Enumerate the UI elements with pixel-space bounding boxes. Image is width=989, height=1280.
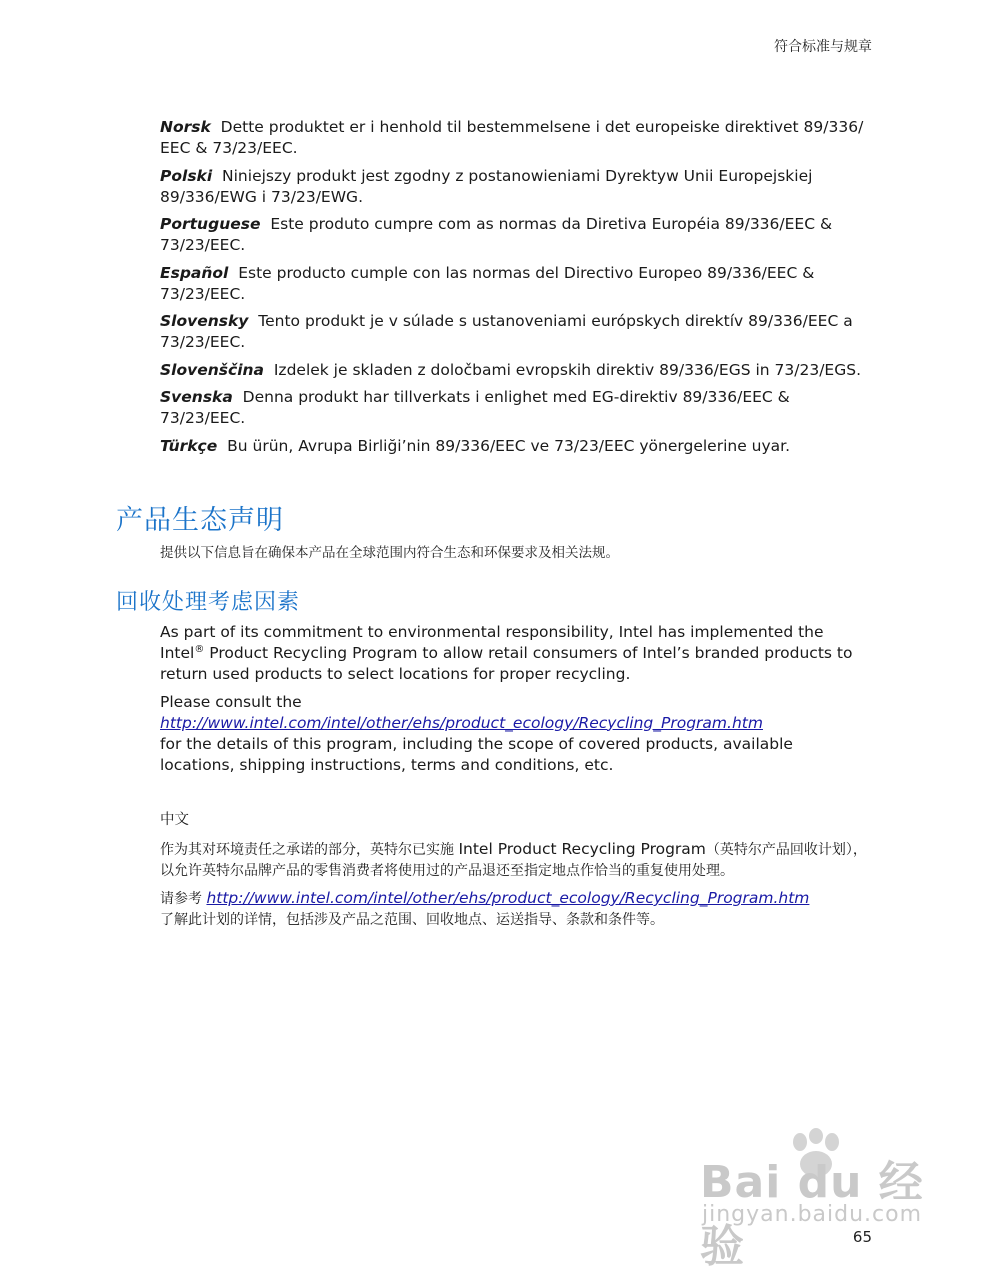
lang-entry-slovensky <box>160 311 872 353</box>
lang-name: Polski <box>160 166 213 185</box>
chinese-p2-text-a: 请参考 <box>160 891 207 907</box>
lang-text: Tento produkt je v súlade s ustanoveniami európskych direktív 89/336/EEC a 73/23/EEC. <box>160 312 853 351</box>
lang-name: Svenska <box>160 388 233 406</box>
lang-text: Denna produkt har tillverkats i enlighet med EG-direktiv 89/336/EEC & 73/23/EEC. <box>160 388 790 427</box>
ecology-intro: 提供以下信息旨在确保本产品在全球范围内符合生态和环保要求及相关法规。 <box>160 545 619 561</box>
chinese-p1-text-a: 作为其对环境责任之承诺的部分，英特尔已实施 <box>160 842 459 858</box>
lang-name: Norsk <box>160 118 211 136</box>
chinese-p1-text-b: （英特尔产品回收计划），以允许英特尔品牌产品的零售消费者将使用过的产品退还至指定地点作恰当的重复使用处理。 <box>160 842 867 879</box>
lang-entry-norsk <box>160 117 872 159</box>
chinese-section <box>160 808 872 937</box>
chinese-p1-program-name: Intel Product Recycling Program <box>458 840 706 858</box>
language-compliance-list <box>160 117 872 463</box>
lang-name: Español <box>160 263 229 282</box>
lang-name: Slovenščina <box>160 360 264 379</box>
baidu-watermark <box>700 1128 930 1272</box>
lang-text: Este produto cumpre com as normas da Diretiva Européia 89/336/EEC & 73/23/EEC. <box>160 215 833 254</box>
ecology-heading: 产品生态声明 <box>116 505 284 536</box>
recycling-paragraph-1 <box>160 622 872 685</box>
page-number: 65 <box>852 1228 872 1246</box>
lang-text: Bu ürün, Avrupa Birliği’nin 89/336/EEC ve 73/23/EEC yönergelerine uyar. <box>227 436 791 455</box>
recycling-p2-text-b: for the details of this program, including the scope of covered products, available locations, shipping instructions, terms and conditions, etc. <box>160 734 793 774</box>
lang-name: Slovensky <box>160 312 249 330</box>
chinese-recycling-link[interactable]: http://www.intel.com/intel/other/ehs/product_ecology/Recycling_Program.htm <box>206 889 810 907</box>
lang-entry-svenska <box>160 387 872 429</box>
lang-text: Niniejszy produkt jest zgodny z postanowieniami Dyrektyw Unii Europejskiej 89/336/EWG i 73/23/EWG. <box>160 166 813 206</box>
chinese-section-title: 中文 <box>160 812 189 828</box>
chinese-paragraph-2 <box>160 888 872 930</box>
recycling-heading: 回收处理考虑因素 <box>116 590 301 615</box>
lang-entry-polski <box>160 166 872 208</box>
running-header: 符合标准与规章 <box>774 39 872 55</box>
lang-text: Este producto cumple con las normas del Directivo Europeo 89/336/EEC & 73/23/EEC. <box>160 263 815 303</box>
chinese-paragraph-1 <box>160 839 872 881</box>
watermark-logo: Bai du 经验 <box>700 1157 924 1272</box>
lang-text: Izdelek je skladen z določbami evropskih direktiv 89/336/EGS in 73/23/EGS. <box>273 360 861 379</box>
recycling-p1-text-b: Product Recycling Program to allow retail consumers of Intel’s branded products to return used products to select locations for proper recycling. <box>160 644 853 683</box>
recycling-p2-text-a: Please consult the <box>160 692 302 711</box>
lang-name: Türkçe <box>160 436 218 455</box>
chinese-p2-text-b: 了解此计划的详情，包括涉及产品之范围、回收地点、运送指导、条款和条件等。 <box>160 911 664 928</box>
lang-entry-slovenscina <box>160 360 872 381</box>
lang-entry-espanol <box>160 263 872 305</box>
lang-name: Portuguese <box>160 215 261 233</box>
watermark-url: jingyan.baidu.com <box>702 1202 923 1227</box>
registered-mark: ® <box>194 643 205 655</box>
recycling-program-link[interactable]: http://www.intel.com/intel/other/ehs/product_ecology/Recycling_Program.htm <box>160 713 763 732</box>
recycling-body <box>160 622 872 782</box>
lang-entry-turkce <box>160 436 872 457</box>
lang-entry-portuguese <box>160 214 872 256</box>
recycling-paragraph-2 <box>160 692 872 776</box>
recycling-p1-text-a: As part of its commitment to environmental responsibility, Intel has implemented the Intel <box>160 623 824 662</box>
lang-text: Dette produktet er i henhold til bestemmelsene i det europeiske direktivet 89/336/ EEC & 73/23/EEC. <box>160 118 864 157</box>
